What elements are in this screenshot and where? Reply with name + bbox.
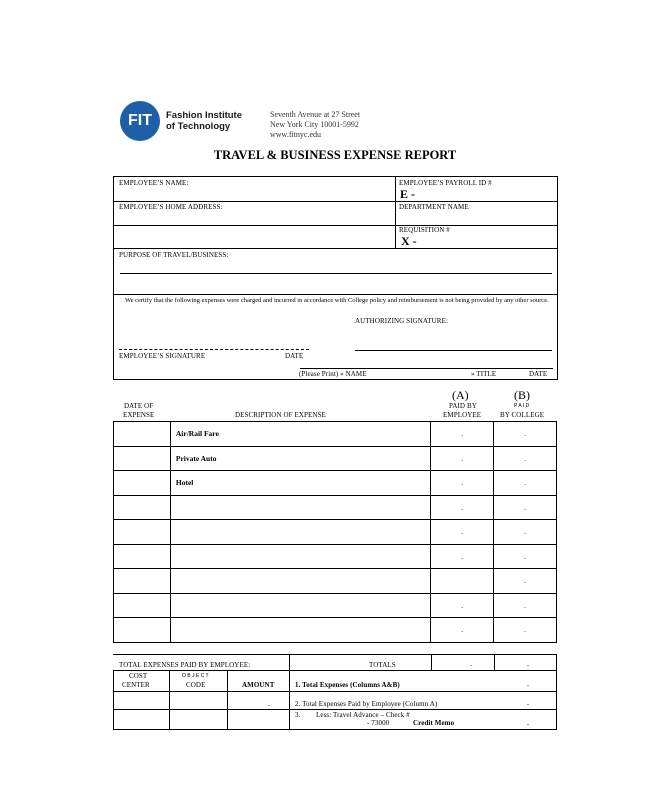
summary-item2-value: . (527, 698, 529, 707)
expense-description-cell[interactable] (170, 544, 430, 569)
logo-address (270, 110, 360, 140)
col-description: DESCRIPTION OF EXPENSE (235, 411, 326, 419)
logo-name-line2: of Technology (166, 121, 231, 132)
summary-col (289, 670, 290, 730)
table-row (114, 520, 557, 545)
summary-line (113, 729, 557, 730)
totals-a-value: . (470, 659, 472, 668)
please-print-label: (Please Print) » NAME (299, 370, 367, 378)
employee-signature-date-label: DATE (285, 352, 304, 360)
paid-by-college-cell[interactable]: . (494, 544, 557, 569)
summary-item2: 2. Total Expenses Paid by Employee (Column A) (295, 700, 438, 708)
paid-by-employee-cell[interactable]: . (431, 544, 494, 569)
expense-date-cell[interactable] (114, 471, 171, 496)
summary-left (113, 670, 114, 730)
expense-description-cell[interactable]: Air/Rail Fare (170, 422, 430, 447)
expense-description-cell[interactable] (170, 569, 430, 594)
paid-by-college-cell[interactable]: . (494, 593, 557, 618)
col-b-line2: BY COLLEGE (500, 411, 545, 419)
purpose-label: PURPOSE OF TRAVEL/BUSINESS: (119, 251, 229, 259)
table-row (114, 618, 557, 643)
expense-description-cell[interactable]: Private Auto (170, 446, 430, 471)
col-a-line2: EMPLOYEE (443, 411, 482, 419)
expense-description-cell[interactable] (170, 495, 430, 520)
paid-by-employee-cell[interactable]: . (431, 618, 494, 643)
address-line1: Seventh Avenue at 27 Street (270, 110, 361, 119)
summary-item3-code: - 73000 (367, 719, 390, 727)
cost-center-line2: CENTER (122, 681, 150, 689)
table-row (114, 422, 557, 447)
paid-by-college-cell[interactable]: . (494, 446, 557, 471)
title-label: » TITLE (471, 370, 497, 378)
expense-date-cell[interactable] (114, 422, 171, 447)
table-row (114, 495, 557, 520)
paid-by-employee-cell[interactable]: . (431, 520, 494, 545)
expense-description-cell[interactable] (170, 520, 430, 545)
certification-text: We certify that the following expenses were charged and incurred in accordance with College policy and reimbursement is not being provided by any other source. (125, 297, 549, 304)
expense-description-cell[interactable] (170, 618, 430, 643)
address-line3: www.fitnyc.edu (270, 130, 322, 139)
paid-by-college-cell[interactable]: . (494, 618, 557, 643)
paid-by-employee-cell[interactable]: . (431, 471, 494, 496)
row-line (113, 294, 558, 295)
summary-item3: Less: Travel Advance – Check # (316, 711, 410, 719)
name-title-line (300, 368, 553, 369)
summary-line (113, 709, 557, 710)
col-b-letter: (B) (514, 388, 530, 402)
summary-item3-num: 3. (295, 711, 301, 719)
paid-by-employee-cell[interactable]: . (431, 422, 494, 447)
table-row (114, 446, 557, 471)
purpose-underline (120, 273, 552, 274)
table-row (114, 471, 557, 496)
expense-description-cell[interactable] (170, 593, 430, 618)
totals-divider-b (494, 654, 495, 670)
row-line (113, 201, 558, 202)
object-code-line1: O B J E C T (182, 673, 209, 679)
employee-name-label: EMPLOYEE’S NAME: (119, 179, 189, 187)
paid-by-employee-cell[interactable]: . (431, 593, 494, 618)
col-b-line1: P A I D (514, 403, 530, 409)
requisition-value[interactable]: X - (401, 234, 417, 248)
logo-name-line1: Fashion Institute (166, 110, 242, 121)
col-date-line2: EXPENSE (123, 411, 155, 419)
expense-date-cell[interactable] (114, 544, 171, 569)
summary-item1-value: . (527, 679, 529, 688)
paid-by-college-cell[interactable]: . (494, 422, 557, 447)
paid-by-employee-cell[interactable]: . (431, 495, 494, 520)
home-address-label: EMPLOYEE’S HOME ADDRESS: (119, 203, 223, 211)
authorizing-signature-label: AUTHORIZING SIGNATURE: (355, 317, 448, 325)
header-divider (395, 176, 396, 249)
summary-item1: 1. Total Expenses (Columns A&B) (295, 681, 400, 689)
col-a-letter: (A) (452, 388, 469, 402)
summary-item3-value: . (527, 718, 529, 727)
row-line (113, 225, 558, 226)
employee-signature-line[interactable] (119, 349, 309, 350)
totals-label: TOTALS (369, 661, 396, 669)
summary-col (227, 670, 228, 730)
department-label: DEPARTMENT NAME (399, 203, 469, 211)
page-title: TRAVEL & BUSINESS EXPENSE REPORT (213, 148, 457, 162)
paid-by-employee-cell[interactable] (431, 569, 494, 594)
totals-divider-a (431, 654, 432, 670)
payroll-id-value[interactable]: E - (400, 187, 415, 201)
logo-institution-name (166, 110, 242, 132)
auth-date-label: DATE (529, 370, 548, 378)
totals-divider (289, 654, 290, 670)
row-line (113, 248, 558, 249)
address-line2: New York City 10001-5992 (270, 120, 359, 129)
expense-date-cell[interactable] (114, 618, 171, 643)
expense-date-cell[interactable] (114, 446, 171, 471)
object-code-line2: CODE (186, 681, 206, 689)
summary-item3-memo: Credit Memo (413, 719, 455, 727)
paid-by-college-cell[interactable]: . (494, 520, 557, 545)
amount-label: AMOUNT (242, 681, 275, 689)
paid-by-college-cell[interactable]: . (494, 569, 557, 594)
table-row (114, 569, 557, 594)
requisition-label: REQUISITION # (399, 226, 450, 234)
total-paid-by-employee-label: TOTAL EXPENSES PAID BY EMPLOYEE: (119, 661, 251, 669)
col-date-line1: DATE OF (124, 402, 154, 410)
expense-date-cell[interactable] (114, 520, 171, 545)
expense-table (113, 421, 557, 643)
authorizing-signature-line[interactable] (355, 350, 552, 351)
col-a-line1: PAID BY (449, 402, 477, 410)
expense-description-cell[interactable]: Hotel (170, 471, 430, 496)
table-row (114, 544, 557, 569)
totals-top-line (113, 654, 557, 655)
paid-by-college-cell[interactable]: . (494, 495, 557, 520)
expense-date-cell[interactable] (114, 593, 171, 618)
paid-by-college-cell[interactable]: . (494, 471, 557, 496)
cost-center-line1: COST (129, 672, 148, 680)
totals-right (556, 654, 557, 730)
summary-line (113, 691, 557, 692)
payroll-id-label: EMPLOYEE’S PAYROLL ID # (399, 179, 492, 187)
summary-col (169, 670, 170, 730)
fit-logo-mark: FIT (120, 101, 160, 141)
expense-date-cell[interactable] (114, 569, 171, 594)
paid-by-employee-cell[interactable]: . (431, 446, 494, 471)
employee-signature-label: EMPLOYEE’S SIGNATURE (119, 352, 206, 360)
expense-date-cell[interactable] (114, 495, 171, 520)
amount-value: . (268, 699, 270, 708)
totals-b-value: . (527, 659, 529, 668)
summary-top-line (113, 670, 557, 671)
table-row (114, 593, 557, 618)
